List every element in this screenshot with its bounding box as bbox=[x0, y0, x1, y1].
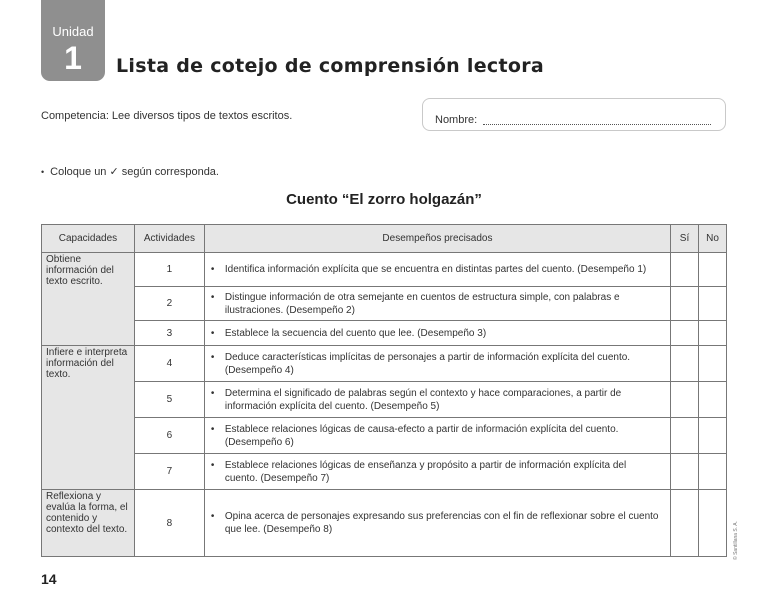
competencia-text: Competencia: Lee diversos tipos de textos escritos. bbox=[41, 110, 293, 122]
table-row bbox=[42, 253, 727, 287]
no-checkbox-cell[interactable] bbox=[699, 287, 727, 321]
yes-checkbox-cell[interactable] bbox=[671, 382, 699, 418]
activity-number: 8 bbox=[134, 490, 204, 557]
list-bullet: • bbox=[210, 264, 215, 275]
no-checkbox-cell[interactable] bbox=[699, 418, 727, 454]
header-no: No bbox=[699, 225, 727, 253]
yes-checkbox-cell[interactable] bbox=[671, 490, 699, 557]
performance-cell bbox=[204, 454, 670, 490]
activity-number: 1 bbox=[134, 253, 204, 287]
yes-checkbox-cell[interactable] bbox=[671, 321, 699, 346]
table-row bbox=[42, 287, 727, 321]
activity-number: 7 bbox=[134, 454, 204, 490]
list-bullet: • bbox=[210, 423, 215, 435]
performance-text: Deduce características implícitas de personajes a partir de información explícita del cuento. (Desempeño 4) bbox=[224, 351, 631, 376]
performance-text: Identifica información explícita que se encuentra en distintas partes del cuento. (Desempeño 1) bbox=[224, 264, 647, 275]
yes-checkbox-cell[interactable] bbox=[671, 418, 699, 454]
list-bullet: • bbox=[210, 327, 215, 339]
capacity-cell: Infiere e interpreta información del texto. bbox=[42, 346, 135, 490]
checklist-table bbox=[41, 224, 727, 557]
header-desempenos: Desempeños precisados bbox=[204, 225, 670, 253]
performance-cell bbox=[204, 490, 670, 557]
unit-tab bbox=[41, 0, 105, 81]
no-checkbox-cell[interactable] bbox=[699, 346, 727, 382]
no-checkbox-cell[interactable] bbox=[699, 490, 727, 557]
no-checkbox-cell[interactable] bbox=[699, 253, 727, 287]
story-title: Cuento “El zorro holgazán” bbox=[286, 191, 482, 208]
table-row bbox=[42, 490, 727, 557]
list-bullet: • bbox=[210, 387, 215, 399]
table-row bbox=[42, 346, 727, 382]
activity-number: 5 bbox=[134, 382, 204, 418]
capacity-cell: Reflexiona y evalúa la forma, el contenido y contexto del texto. bbox=[42, 490, 135, 557]
name-field-dotted-line bbox=[483, 124, 711, 125]
header-si: Sí bbox=[671, 225, 699, 253]
yes-checkbox-cell[interactable] bbox=[671, 346, 699, 382]
page-number: 14 bbox=[41, 571, 57, 587]
no-checkbox-cell[interactable] bbox=[699, 454, 727, 490]
performance-cell bbox=[204, 418, 670, 454]
performance-text: Distingue información de otra semejante en cuentos de estructura simple, con palabras e ilustraciones. (Desempeño 2) bbox=[224, 291, 620, 316]
instruction bbox=[41, 165, 219, 178]
performance-cell bbox=[204, 346, 670, 382]
table-row bbox=[42, 321, 727, 346]
activity-number: 3 bbox=[134, 321, 204, 346]
table-row bbox=[42, 418, 727, 454]
yes-checkbox-cell[interactable] bbox=[671, 287, 699, 321]
no-checkbox-cell[interactable] bbox=[699, 382, 727, 418]
table-row bbox=[42, 382, 727, 418]
page-title: Lista de cotejo de comprensión lectora bbox=[116, 55, 545, 77]
unit-number: 1 bbox=[64, 40, 82, 76]
yes-checkbox-cell[interactable] bbox=[671, 253, 699, 287]
capacity-cell: Obtiene información del texto escrito. bbox=[42, 253, 135, 346]
yes-checkbox-cell[interactable] bbox=[671, 454, 699, 490]
performance-text: Opina acerca de personajes expresando sus preferencias con el fin de reflexionar sobre el cuento que lee. (Desempeño 8) bbox=[224, 511, 659, 535]
performance-text: Establece la secuencia del cuento que lee. (Desempeño 3) bbox=[224, 327, 487, 339]
activity-number: 2 bbox=[134, 287, 204, 321]
instruction-bullet: • bbox=[41, 167, 45, 177]
performance-cell bbox=[204, 321, 670, 346]
copyright-notice: © Santillana S. A. bbox=[733, 521, 739, 560]
table-row bbox=[42, 454, 727, 490]
activity-number: 4 bbox=[134, 346, 204, 382]
header-actividades: Actividades bbox=[134, 225, 204, 253]
table-header-row bbox=[42, 225, 727, 253]
list-bullet: • bbox=[210, 511, 215, 522]
activity-number: 6 bbox=[134, 418, 204, 454]
list-bullet: • bbox=[210, 351, 215, 363]
performance-text: Establece relaciones lógicas de enseñanza y propósito a partir de información explícita del cuento. (Desempeño 7) bbox=[224, 459, 627, 484]
name-field[interactable] bbox=[422, 98, 726, 131]
performance-text: Establece relaciones lógicas de causa-efecto a partir de información explícita del cuento. (Desempeño 6) bbox=[224, 423, 619, 448]
header-capacidades: Capacidades bbox=[42, 225, 135, 253]
list-bullet: • bbox=[210, 291, 215, 303]
name-field-label: Nombre: bbox=[435, 114, 478, 126]
performance-cell bbox=[204, 382, 670, 418]
performance-text: Determina el significado de palabras según el contexto y hace comparaciones, a partir de información explícita del cuento. (Desempeño 5) bbox=[224, 387, 622, 412]
performance-cell bbox=[204, 287, 670, 321]
instruction-text: Coloque un ✓ según corresponda. bbox=[50, 166, 219, 178]
unit-label: Unidad bbox=[52, 24, 94, 39]
list-bullet: • bbox=[210, 459, 215, 471]
performance-cell bbox=[204, 253, 670, 287]
no-checkbox-cell[interactable] bbox=[699, 321, 727, 346]
